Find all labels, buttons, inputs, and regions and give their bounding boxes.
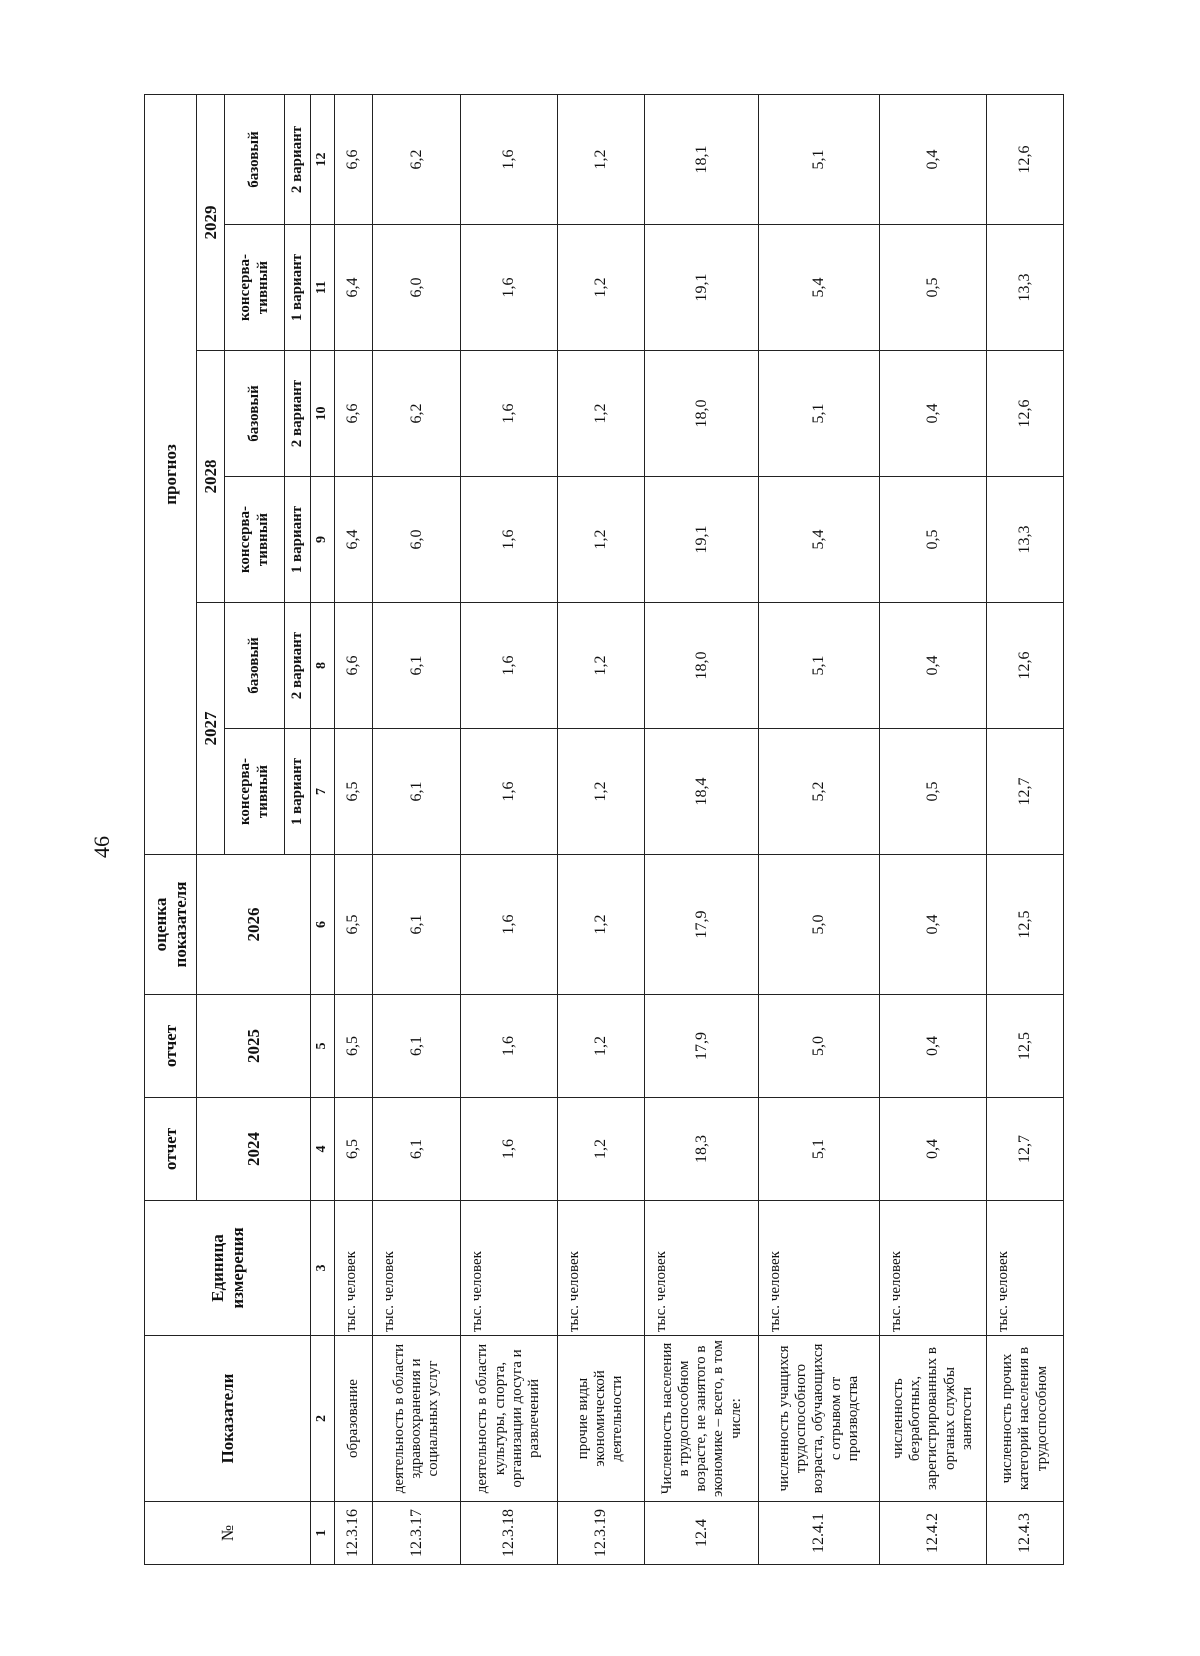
row-value: 1,2 [557, 855, 645, 995]
header-year-2027: 2027 [197, 603, 225, 855]
column-number: 4 [311, 1098, 335, 1201]
row-unit: тыс. человек [759, 1201, 880, 1336]
row-unit: тыс. человек [461, 1201, 557, 1336]
column-number: 12 [311, 94, 335, 224]
page-number: 46 [89, 836, 114, 858]
header-2029-base: базовый [225, 94, 285, 224]
row-value: 1,6 [461, 1098, 557, 1201]
column-number-row [311, 94, 335, 1564]
row-value: 18,0 [645, 603, 759, 729]
column-number: 10 [311, 351, 335, 477]
header-forecast: прогноз [145, 94, 197, 854]
header-indicators: Показатели [145, 1336, 311, 1502]
row-value: 5,1 [759, 603, 880, 729]
header-2027-base: базовый [225, 603, 285, 729]
row-value: 6,5 [335, 729, 373, 855]
header-year-2024: 2024 [197, 1098, 311, 1201]
row-value: 6,6 [335, 603, 373, 729]
header-2029-conservative: консерва-тивный [225, 225, 285, 351]
row-unit: тыс. человек [645, 1201, 759, 1336]
row-value: 18,1 [645, 94, 759, 224]
row-value: 0,5 [879, 729, 986, 855]
row-value: 5,4 [759, 225, 880, 351]
row-number: 12.3.19 [557, 1502, 645, 1565]
header-2027-variant-2: 2 вариант [285, 603, 311, 729]
row-value: 18,0 [645, 351, 759, 477]
row-number: 12.4.2 [879, 1502, 986, 1565]
row-number: 12.4 [645, 1502, 759, 1565]
row-value: 5,1 [759, 1098, 880, 1201]
header-2028-variant-2: 2 вариант [285, 351, 311, 477]
row-value: 1,6 [461, 351, 557, 477]
column-number: 5 [311, 995, 335, 1098]
row-indicator: прочие виды экономической деятельности [557, 1336, 645, 1502]
row-value: 0,4 [879, 1098, 986, 1201]
column-number: 1 [311, 1502, 335, 1565]
row-value: 6,0 [373, 477, 461, 603]
row-value: 1,6 [461, 225, 557, 351]
row-value: 5,2 [759, 729, 880, 855]
forecast-table-container [144, 95, 1064, 1565]
row-unit: тыс. человек [879, 1201, 986, 1336]
row-indicator: образование [335, 1336, 373, 1502]
header-2028-conservative: консерва-тивный [225, 477, 285, 603]
row-value: 1,6 [461, 855, 557, 995]
row-value: 5,1 [759, 351, 880, 477]
row-value: 12,6 [987, 94, 1064, 224]
row-value: 0,4 [879, 995, 986, 1098]
row-value: 1,6 [461, 995, 557, 1098]
row-value: 13,3 [987, 225, 1064, 351]
row-value: 1,2 [557, 225, 645, 351]
row-number: 12.4.1 [759, 1502, 880, 1565]
header-year-2026: 2026 [197, 855, 311, 995]
forecast-table [144, 94, 1064, 1565]
table-row [879, 94, 986, 1564]
row-value: 19,1 [645, 477, 759, 603]
row-unit: тыс. человек [373, 1201, 461, 1336]
row-value: 0,4 [879, 603, 986, 729]
row-value: 18,4 [645, 729, 759, 855]
row-value: 6,4 [335, 477, 373, 603]
header-2027-conservative: консерва-тивный [225, 729, 285, 855]
row-number: 12.3.16 [335, 1502, 373, 1565]
table-body [335, 94, 1064, 1564]
row-unit: тыс. человек [335, 1201, 373, 1336]
row-value: 12,7 [987, 1098, 1064, 1201]
header-year-2025: 2025 [197, 995, 311, 1098]
row-value: 5,1 [759, 94, 880, 224]
table-row [335, 94, 373, 1564]
row-value: 5,0 [759, 995, 880, 1098]
row-value: 6,1 [373, 729, 461, 855]
table-row [987, 94, 1064, 1564]
row-value: 1,6 [461, 603, 557, 729]
row-value: 1,2 [557, 603, 645, 729]
column-number: 6 [311, 855, 335, 995]
table-row [557, 94, 645, 1564]
row-value: 1,2 [557, 477, 645, 603]
row-indicator: численность безработных, зарегистрированных в органах службы занятости [879, 1336, 986, 1502]
row-value: 1,2 [557, 729, 645, 855]
row-value: 1,2 [557, 351, 645, 477]
column-number: 9 [311, 477, 335, 603]
column-number: 11 [311, 225, 335, 351]
row-value: 6,1 [373, 995, 461, 1098]
row-indicator: деятельность в области культуры, спорта, организации досуга и развлечений [461, 1336, 557, 1502]
row-value: 6,5 [335, 995, 373, 1098]
row-value: 6,5 [335, 1098, 373, 1201]
row-value: 6,2 [373, 351, 461, 477]
row-value: 6,4 [335, 225, 373, 351]
row-value: 1,2 [557, 995, 645, 1098]
row-value: 1,6 [461, 477, 557, 603]
row-value: 6,0 [373, 225, 461, 351]
header-2028-base: базовый [225, 351, 285, 477]
column-number: 3 [311, 1201, 335, 1336]
row-value: 18,3 [645, 1098, 759, 1201]
table-row [373, 94, 461, 1564]
header-report-2025: отчет [145, 995, 197, 1098]
table-row [645, 94, 759, 1564]
header-2029-variant-1: 1 вариант [285, 225, 311, 351]
column-number: 8 [311, 603, 335, 729]
header-num: № [145, 1502, 311, 1565]
row-value: 0,5 [879, 477, 986, 603]
row-value: 6,5 [335, 855, 373, 995]
header-year-2028: 2028 [197, 351, 225, 603]
row-indicator: деятельность в области здравоохранения и социальных услуг [373, 1336, 461, 1502]
row-value: 6,1 [373, 1098, 461, 1201]
row-indicator: численность учащихся трудоспособного возраста, обучающихся с отрывом от производства [759, 1336, 880, 1502]
row-value: 1,2 [557, 1098, 645, 1201]
header-2027-variant-1: 1 вариант [285, 729, 311, 855]
row-value: 0,5 [879, 225, 986, 351]
row-value: 0,4 [879, 855, 986, 995]
row-value: 1,2 [557, 94, 645, 224]
row-value: 6,2 [373, 94, 461, 224]
row-unit: тыс. человек [987, 1201, 1064, 1336]
row-value: 12,5 [987, 855, 1064, 995]
column-number: 7 [311, 729, 335, 855]
row-value: 0,4 [879, 351, 986, 477]
row-unit: тыс. человек [557, 1201, 645, 1336]
row-value: 17,9 [645, 995, 759, 1098]
row-value: 12,6 [987, 351, 1064, 477]
table-row [461, 94, 557, 1564]
header-row-1 [145, 94, 197, 1564]
header-year-2029: 2029 [197, 94, 225, 350]
row-value: 0,4 [879, 94, 986, 224]
row-number: 12.4.3 [987, 1502, 1064, 1565]
row-value: 6,6 [335, 94, 373, 224]
row-number: 12.3.17 [373, 1502, 461, 1565]
row-indicator: численность прочих категорий населения в трудоспособном [987, 1336, 1064, 1502]
row-number: 12.3.18 [461, 1502, 557, 1565]
row-value: 19,1 [645, 225, 759, 351]
row-indicator: Численность населения в трудоспособном возрасте, не занятого в экономике – всего, в том числе: [645, 1336, 759, 1502]
header-unit: Единица измерения [145, 1201, 311, 1336]
table-row [759, 94, 880, 1564]
row-value: 5,0 [759, 855, 880, 995]
header-2028-variant-1: 1 вариант [285, 477, 311, 603]
row-value: 6,1 [373, 603, 461, 729]
row-value: 1,6 [461, 729, 557, 855]
row-value: 6,6 [335, 351, 373, 477]
row-value: 12,6 [987, 603, 1064, 729]
row-value: 12,5 [987, 995, 1064, 1098]
header-estimate: оценка показателя [145, 855, 197, 995]
row-value: 5,4 [759, 477, 880, 603]
row-value: 6,1 [373, 855, 461, 995]
header-report-2024: отчет [145, 1098, 197, 1201]
row-value: 12,7 [987, 729, 1064, 855]
header-2029-variant-2: 2 вариант [285, 94, 311, 224]
column-number: 2 [311, 1336, 335, 1502]
row-value: 1,6 [461, 94, 557, 224]
row-value: 13,3 [987, 477, 1064, 603]
row-value: 17,9 [645, 855, 759, 995]
